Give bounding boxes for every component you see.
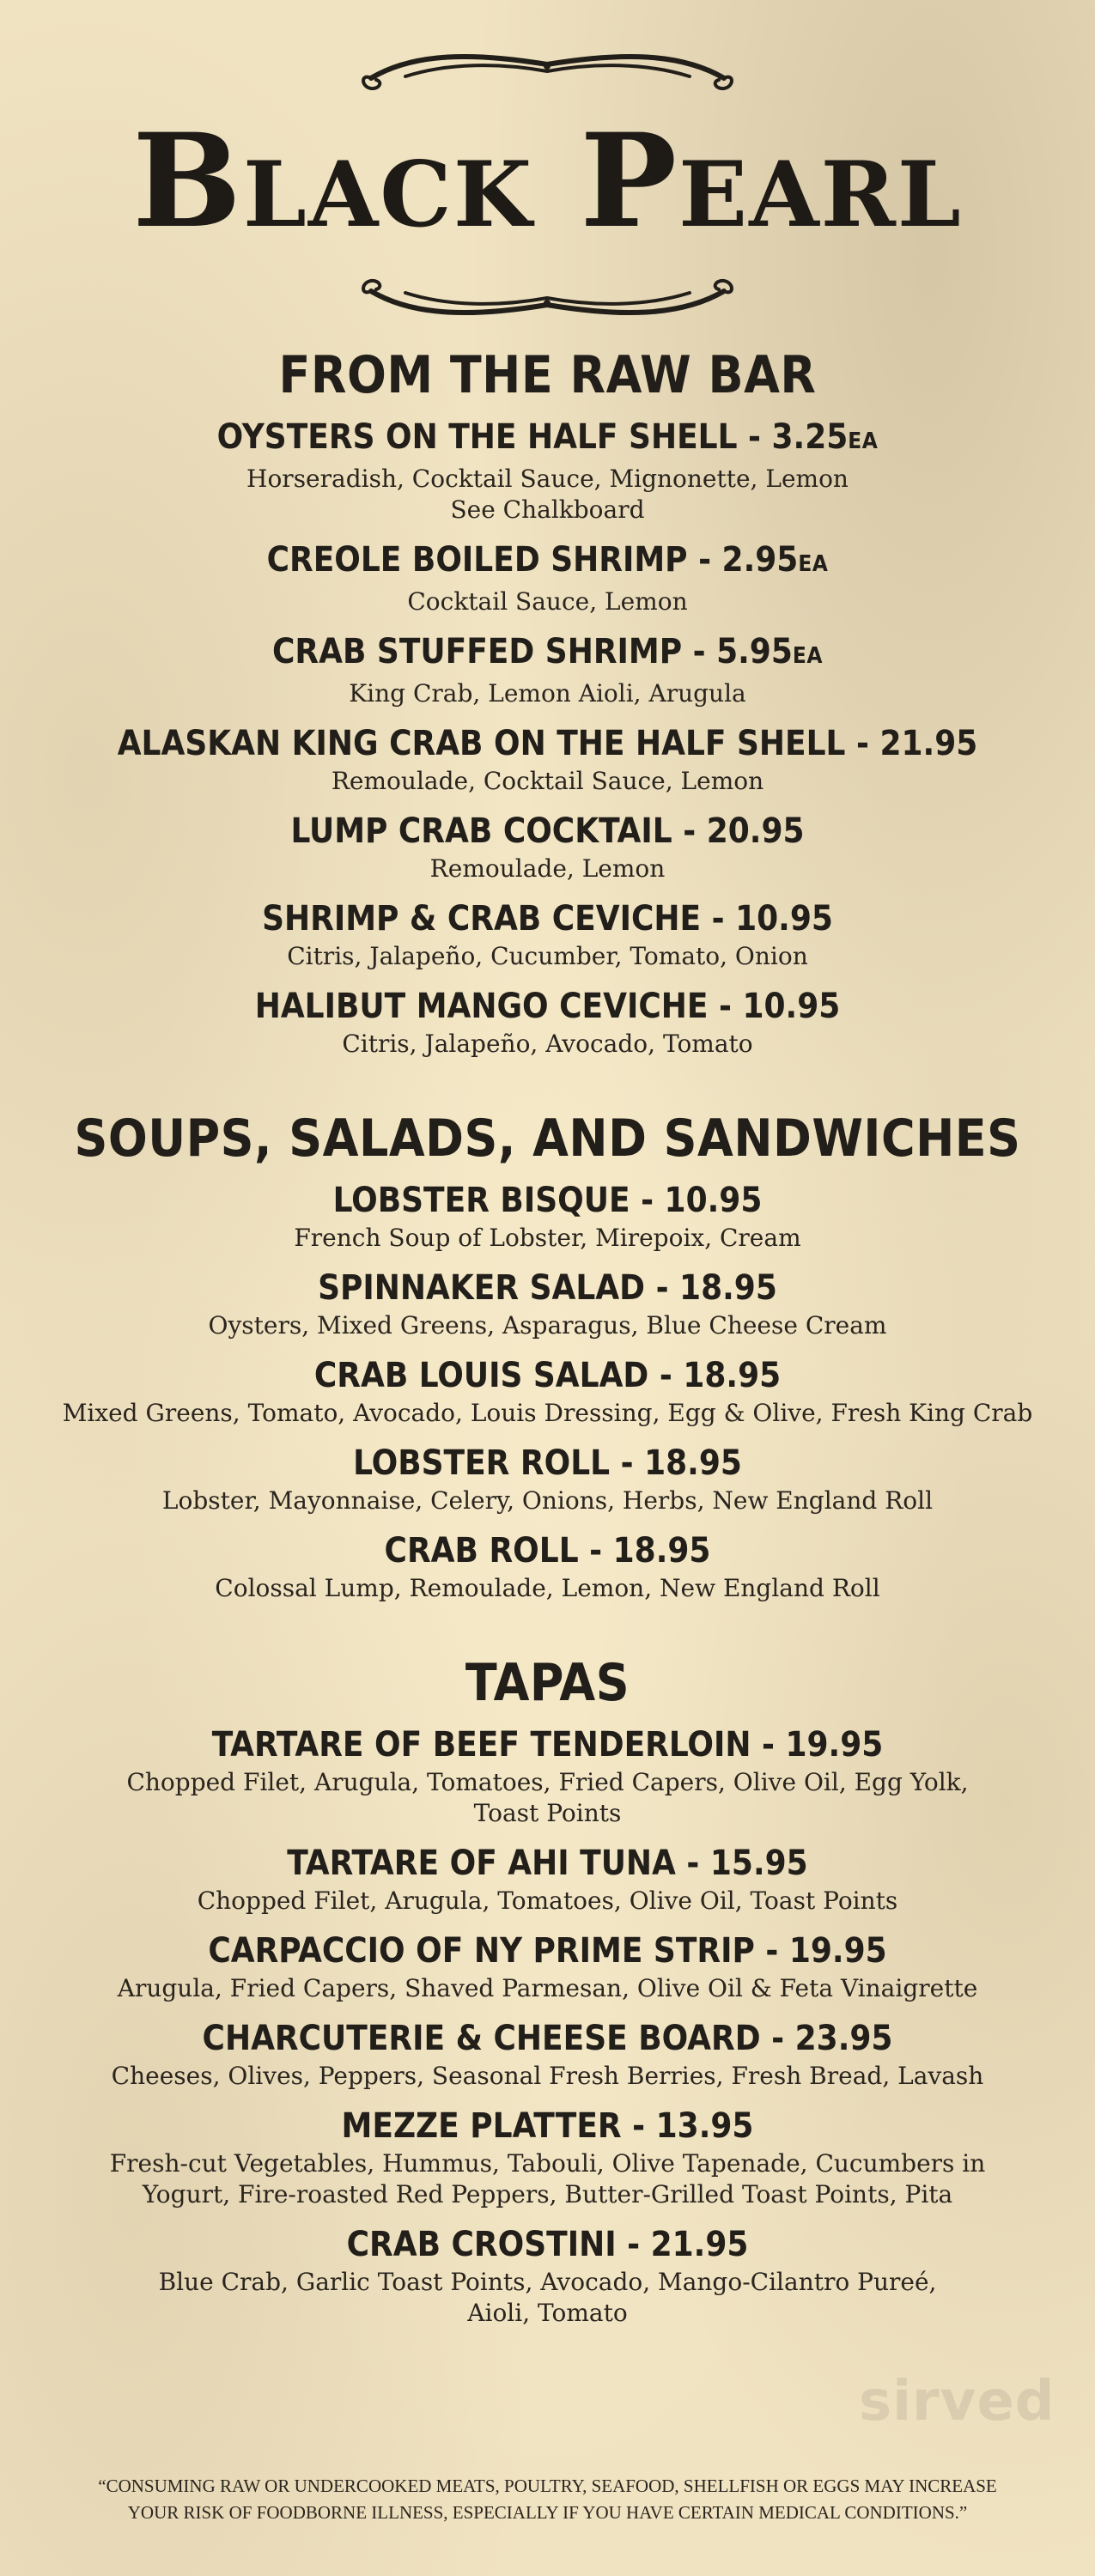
health-disclaimer <box>0 2473 1095 2526</box>
menu-item-heading: CRAB STUFFED SHRIMP - 5.95EA <box>272 632 823 671</box>
menu-item-description: Lobster, Mayonnaise, Celery, Onions, Herbs, New England Roll <box>161 1486 934 1515</box>
menu-item-heading: CRAB ROLL - 18.95 <box>384 1531 711 1571</box>
menu-item <box>0 984 1095 1060</box>
menu-item <box>0 721 1095 797</box>
menu-item <box>0 2016 1095 2092</box>
menu-item-heading: CREOLE BOILED SHRIMP - 2.95EA <box>266 540 829 580</box>
menu-item-price: 18.95 <box>644 1443 742 1483</box>
menu-item <box>0 1178 1095 1254</box>
menu-item-description: Toast Points <box>473 1799 622 1827</box>
menu-item-price: 18.95 <box>683 1356 782 1395</box>
menu-item-name: LUMP CRAB COCKTAIL <box>290 811 672 851</box>
section-title: TAPAS <box>465 1653 630 1713</box>
masthead <box>0 47 1095 322</box>
menu-item-heading: CRAB LOUIS SALAD - 18.95 <box>313 1356 782 1395</box>
menu-item-description: Yogurt, Fire-roasted Red Peppers, Butter-Grilled Toast Points, Pita <box>142 2180 953 2208</box>
watermark-logo: sirved <box>859 2370 1055 2433</box>
menu-item <box>0 1929 1095 2004</box>
menu-item-price: 21.95 <box>879 724 978 763</box>
menu-item-price: 5.95 <box>716 632 793 671</box>
menu-item <box>0 629 1095 709</box>
menu-item-description: Mixed Greens, Tomato, Avocado, Louis Dressing, Egg & Olive, Fresh King Crab <box>62 1399 1033 1427</box>
menu-item <box>0 1528 1095 1604</box>
menu-item <box>0 896 1095 972</box>
menu-item-name: TARTARE OF AHI TUNA <box>287 1844 676 1883</box>
menu-item-heading: OYSTERS ON THE HALF SHELL - 3.25EA <box>216 417 879 457</box>
menu-item-unit: EA <box>848 428 879 454</box>
menu-item-name: CHARCUTERIE & CHEESE BOARD <box>202 2019 761 2058</box>
menu-item-heading: CHARCUTERIE & CHEESE BOARD - 23.95 <box>202 2019 893 2058</box>
menu-item-description: Chopped Filet, Arugula, Tomatoes, Fried Capers, Olive Oil, Egg Yolk, <box>126 1768 969 1796</box>
menu-item-description: Cheeses, Olives, Peppers, Seasonal Fresh Berries, Fresh Bread, Lavash <box>111 2062 984 2090</box>
menu-item-description: King Crab, Lemon Aioli, Arugula <box>349 679 746 708</box>
menu-item-description: Cocktail Sauce, Lemon <box>407 587 688 616</box>
menu-item-heading: TARTARE OF AHI TUNA - 15.95 <box>287 1844 808 1883</box>
menu-item <box>0 1353 1095 1429</box>
menu-item-price: 20.95 <box>706 811 805 851</box>
menu-item-heading: MEZZE PLATTER - 13.95 <box>341 2106 754 2146</box>
menu-section <box>0 339 1095 1060</box>
menu-item-name: CRAB ROLL <box>384 1531 579 1571</box>
disclaimer-line: “CONSUMING RAW OR UNDERCOOKED MEATS, POULTRY, SEAFOOD, SHELLFISH OR EGGS MAY INCREASE <box>98 2476 997 2496</box>
menu-item-description: Arugula, Fried Capers, Shaved Parmesan, Olive Oil & Feta Vinaigrette <box>117 1974 978 2002</box>
menu-item-description: Horseradish, Cocktail Sauce, Mignonette, Lemon <box>246 465 849 493</box>
menu-item-heading: HALIBUT MANGO CEVICHE - 10.95 <box>254 987 841 1026</box>
menu-item-name: ALASKAN KING CRAB ON THE HALF SHELL <box>117 724 846 763</box>
menu-item-price: 18.95 <box>612 1531 711 1571</box>
menu-item-price: 10.95 <box>735 899 833 939</box>
menu-item-price: 10.95 <box>742 987 841 1026</box>
restaurant-name: Black Pearl <box>132 106 963 257</box>
menu-item-name: HALIBUT MANGO CEVICHE <box>254 987 709 1026</box>
menu-item-description: Chopped Filet, Arugula, Tomatoes, Olive Oil, Toast Points <box>197 1886 898 1915</box>
menu-section <box>0 1103 1095 1604</box>
menu-item <box>0 2104 1095 2210</box>
menu-item-price: 21.95 <box>650 2225 749 2264</box>
menu-item-unit: EA <box>792 643 823 669</box>
menu-item-name: CRAB CROSTINI <box>346 2225 617 2264</box>
menu-item-heading: SHRIMP & CRAB CEVICHE - 10.95 <box>262 899 833 939</box>
menu-item-description: French Soup of Lobster, Mirepoix, Cream <box>294 1224 801 1252</box>
menu-item-name: TARTARE OF BEEF TENDERLOIN <box>211 1725 751 1765</box>
menu-item-description: Aioli, Tomato <box>467 2299 628 2327</box>
menu-item-price: 2.95 <box>721 540 799 580</box>
menu-item-heading: LOBSTER BISQUE - 10.95 <box>332 1181 763 1220</box>
menu-item <box>0 538 1095 617</box>
menu-item-description: Citris, Jalapeño, Cucumber, Tomato, Onion <box>287 942 808 970</box>
menu-item-name: CRAB LOUIS SALAD <box>313 1356 649 1395</box>
menu-item <box>0 1266 1095 1341</box>
menu-sections <box>0 339 1095 2341</box>
menu-item-description: See Chalkboard <box>450 495 645 524</box>
menu-item <box>0 809 1095 884</box>
menu-item-price: 19.95 <box>785 1725 884 1765</box>
section-title: SOUPS, SALADS, AND SANDWICHES <box>74 1109 1021 1169</box>
menu-item-description: Fresh-cut Vegetables, Hummus, Tabouli, Olive Tapenade, Cucumbers in <box>109 2149 986 2178</box>
menu-item-price: 3.25 <box>771 417 849 457</box>
menu-item <box>0 415 1095 526</box>
menu-item-name: CREOLE BOILED SHRIMP <box>266 540 688 580</box>
menu-item-description: Blue Crab, Garlic Toast Points, Avocado, Mango-Cilantro Pureé, <box>158 2268 937 2296</box>
menu-item <box>0 1841 1095 1917</box>
menu-item-unit: EA <box>798 551 829 577</box>
menu-section <box>0 1647 1095 2329</box>
menu-item-price: 13.95 <box>655 2106 754 2146</box>
flourish-top-icon <box>354 47 741 97</box>
menu-item-heading: CRAB CROSTINI - 21.95 <box>346 2225 749 2264</box>
menu-item <box>0 1441 1095 1516</box>
menu-item-name: CARPACCIO OF NY PRIME STRIP <box>208 1931 755 1971</box>
menu-item-heading: CARPACCIO OF NY PRIME STRIP - 19.95 <box>208 1931 887 1971</box>
menu-item-name: OYSTERS ON THE HALF SHELL <box>216 417 738 457</box>
menu-item-description: Citris, Jalapeño, Avocado, Tomato <box>342 1030 753 1058</box>
menu-item-heading: SPINNAKER SALAD - 18.95 <box>318 1268 777 1308</box>
menu-item-heading: LUMP CRAB COCKTAIL - 20.95 <box>290 811 805 851</box>
menu-item-name: SPINNAKER SALAD <box>318 1268 646 1308</box>
menu-item-price: 19.95 <box>788 1931 887 1971</box>
menu-item-heading: ALASKAN KING CRAB ON THE HALF SHELL - 21.95 <box>117 724 978 763</box>
menu-item <box>0 1722 1095 1829</box>
menu-item <box>0 2222 1095 2329</box>
flourish-bottom-icon <box>354 272 741 322</box>
menu-item-price: 18.95 <box>679 1268 777 1308</box>
menu-item-heading: TARTARE OF BEEF TENDERLOIN - 19.95 <box>211 1725 884 1765</box>
menu-item-description: Remoulade, Cocktail Sauce, Lemon <box>331 767 764 795</box>
menu-item-price: 10.95 <box>664 1181 763 1220</box>
menu-item-price: 23.95 <box>794 2019 893 2058</box>
menu-item-name: MEZZE PLATTER <box>341 2106 622 2146</box>
menu-item-name: LOBSTER ROLL <box>353 1443 611 1483</box>
menu-item-name: SHRIMP & CRAB CEVICHE <box>262 899 702 939</box>
section-title: FROM THE RAW BAR <box>278 345 817 405</box>
menu-item-name: CRAB STUFFED SHRIMP <box>272 632 683 671</box>
menu-item-price: 15.95 <box>709 1844 808 1883</box>
menu-item-heading: LOBSTER ROLL - 18.95 <box>353 1443 742 1483</box>
disclaimer-line: YOUR RISK OF FOODBORNE ILLNESS, ESPECIALLY IF YOU HAVE CERTAIN MEDICAL CONDITIONS.” <box>127 2502 968 2523</box>
menu-item-description: Oysters, Mixed Greens, Asparagus, Blue Cheese Cream <box>208 1311 887 1340</box>
menu-item-description: Remoulade, Lemon <box>429 854 666 883</box>
menu-item-description: Colossal Lump, Remoulade, Lemon, New England Roll <box>215 1574 880 1602</box>
menu-item-name: LOBSTER BISQUE <box>332 1181 630 1220</box>
